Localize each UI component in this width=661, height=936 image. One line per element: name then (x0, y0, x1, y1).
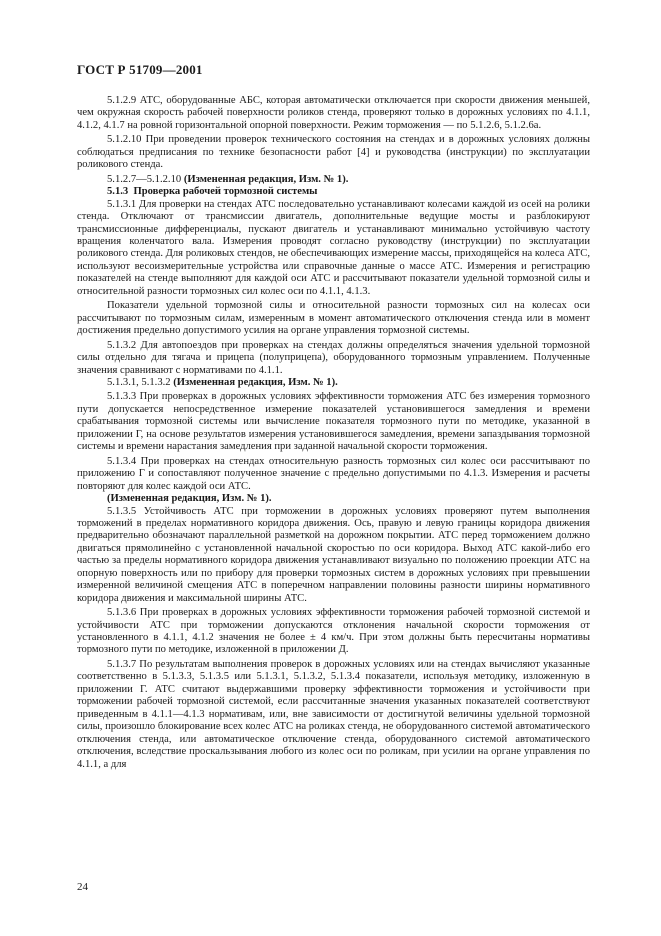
section-title: Проверка рабочей тормозной системы (133, 186, 318, 198)
amendment-text: (Измененная редакция, Изм. № 1). (183, 173, 349, 185)
amendment-ref: 5.1.3.1, 5.1.3.2 (107, 376, 171, 388)
paragraph-5-1-3-6: 5.1.3.6 При проверках в дорожных условиях эффективности торможения рабочей тормозной системой и устойчивости АТС при торможении допускаются отклонения начальной скорости торможения от установленного в 4.1.1, 4.1.2 значения не более ± 4 км/ч. При этом должны быть пересчитаны нормативы тормозного пути по методике, изложенной в приложении Д. (77, 607, 590, 656)
amendment-note-3 (77, 493, 590, 505)
amendment-note-2 (77, 377, 590, 389)
paragraph-5-1-3-7: 5.1.3.7 По результатам выполнения проверок в дорожных условиях или на стендах вычисляют указанные соответственно в 5.1.3.3, 5.1.3.5 или 5.1.3.1, 5.1.3.2, 5.1.3.4 показатели, используя методику, изложенную в приложении Г. АТС считают выдержавшими проверку эффективности торможения и устойчивости при торможении рабочей тормозной системой, если рассчитанные значения указанных показателей соответствуют приведенным в 4.1.1—4.1.3 нормативам, или, вне зависимости от достигнутой величины удельной тормозной силы, произошло блокирование всех колес АТС на роликах стенда, не оборудованного системой автоматического отключения стенда, или автоматическое отключение стенда, оборудованного системой автоматического отключения, вследствие проскальзывания любого из колес оси по роликам, при усилии на органе управления по 4.1.1, а для (77, 658, 590, 770)
amendment-note-1 (77, 174, 590, 186)
paragraph-5-1-2-10: 5.1.2.10 При проведении проверок технического состояния на стендах и в дорожных условиях должны соблюдаться предписания по технике безопасности работ [4] и руководства (инструкции) по эксплуатации роликового стенда. (77, 134, 590, 171)
paragraph-calculation: Показатели удельной тормозной силы и относительной разности тормозных сил на колесах оси рассчитывают по тормозным силам, измеренным в момент автоматического отключения стенда или в момент достижения предельно допустимого усилия на органе управления тормозной системы. (77, 300, 590, 337)
paragraph-5-1-3-1: 5.1.3.1 Для проверки на стендах АТС последовательно устанавливают колесами каждой из осей на ролики стенда. Отключают от трансмиссии двигатель, дополнительные ведущие мосты и разблокируют трансмиссионные дифференциалы, пускают двигатель и устанавливают минимально устойчивую частоту вращения коленчатого вала. Измерения проводят согласно руководству (инструкции) по эксплуатации роликового стенда. Для роликовых стендов, не обеспечивающих измерение массы, приходящейся на колеса АТС, используют весоизмерительные устройства или справочные данные о массе АТС. Измерения и регистрацию показателей на стенде выполняют для каждой оси АТС и рассчитывают показатели удельной тормозной силы и относительной разности тормозных сил колес оси по 4.1.1, 4.1.3. (77, 198, 590, 297)
section-heading-5-1-3 (77, 186, 590, 198)
paragraph-5-1-3-5: 5.1.3.5 Устойчивость АТС при торможении в дорожных условиях проверяют путем выполнения торможений в пределах нормативного коридора движения. Ось, правую и левую границы коридора движения предварительно обозначают параллельной разметкой на дорожном покрытии. АТС перед торможением должно двигаться прямолинейно с установленной начальной скоростью по оси коридора. Выход АТС какой-либо его частью за пределы нормативного коридора движения устанавливают визуально по положению проекции АТС на опорную поверхность или по прибору для проверки тормозных систем в дорожных условиях при превышении измеренной величиной смещения АТС в поперечном направлении половины разности ширины нормативного коридора движения и максимальной ширины АТС. (77, 505, 590, 604)
page-number: 24 (77, 881, 88, 893)
amendment-text: (Измененная редакция, Изм. № 1). (173, 376, 338, 388)
amendment-text: (Измененная редакция, Изм. № 1). (107, 493, 272, 505)
paragraph-5-1-2-9: 5.1.2.9 АТС, оборудованные АБС, которая автоматически отключается при скорости движения меньшей, чем окружная скорость рабочей поверхности роликов стенда, проверяют только в дорожных условиях по 4.1.1, 4.1.2, 4.1.7 на ровной горизонтальной опорной поверхности. Режим торможения — по 5.1.2.6, 5.1.2.6а. (77, 95, 590, 131)
paragraph-5-1-3-4: 5.1.3.4 При проверках на стендах относительную разность тормозных сил колес оси рассчитывают по приложению Г и сопоставляют полученное значение с предельно допустимыми по 4.1.3. Измерения и расчеты повторяют для колес каждой оси АТС. (77, 455, 590, 492)
section-number: 5.1.3 (107, 186, 129, 198)
amendment-ref: 5.1.2.7—5.1.2.10 (107, 173, 182, 185)
paragraph-5-1-3-2: 5.1.3.2 Для автопоездов при проверках на стендах должны определяться значения удельной тормозной силы отдельно для тягача и прицепа (полуприцепа), оборудованного тормозным управлением. Полученные значения сравнивают с нормативами по 4.1.1. (77, 339, 590, 376)
document-header: ГОСТ Р 51709—2001 (77, 62, 203, 77)
paragraph-5-1-3-3: 5.1.3.3 При проверках в дорожных условиях эффективности торможения АТС без измерения тормозного пути допускается непосредственное измерение показателей установившегося замедления и времени срабатывания тормозной системы или вычисление показателя тормозного пути по методике, указанной в приложении Г, на основе результатов измерения установившегося замедления, времени запаздывания тормозной системы и времени нарастания замедления при заданной начальной скорости торможения. (77, 391, 590, 453)
document-body (77, 95, 590, 773)
